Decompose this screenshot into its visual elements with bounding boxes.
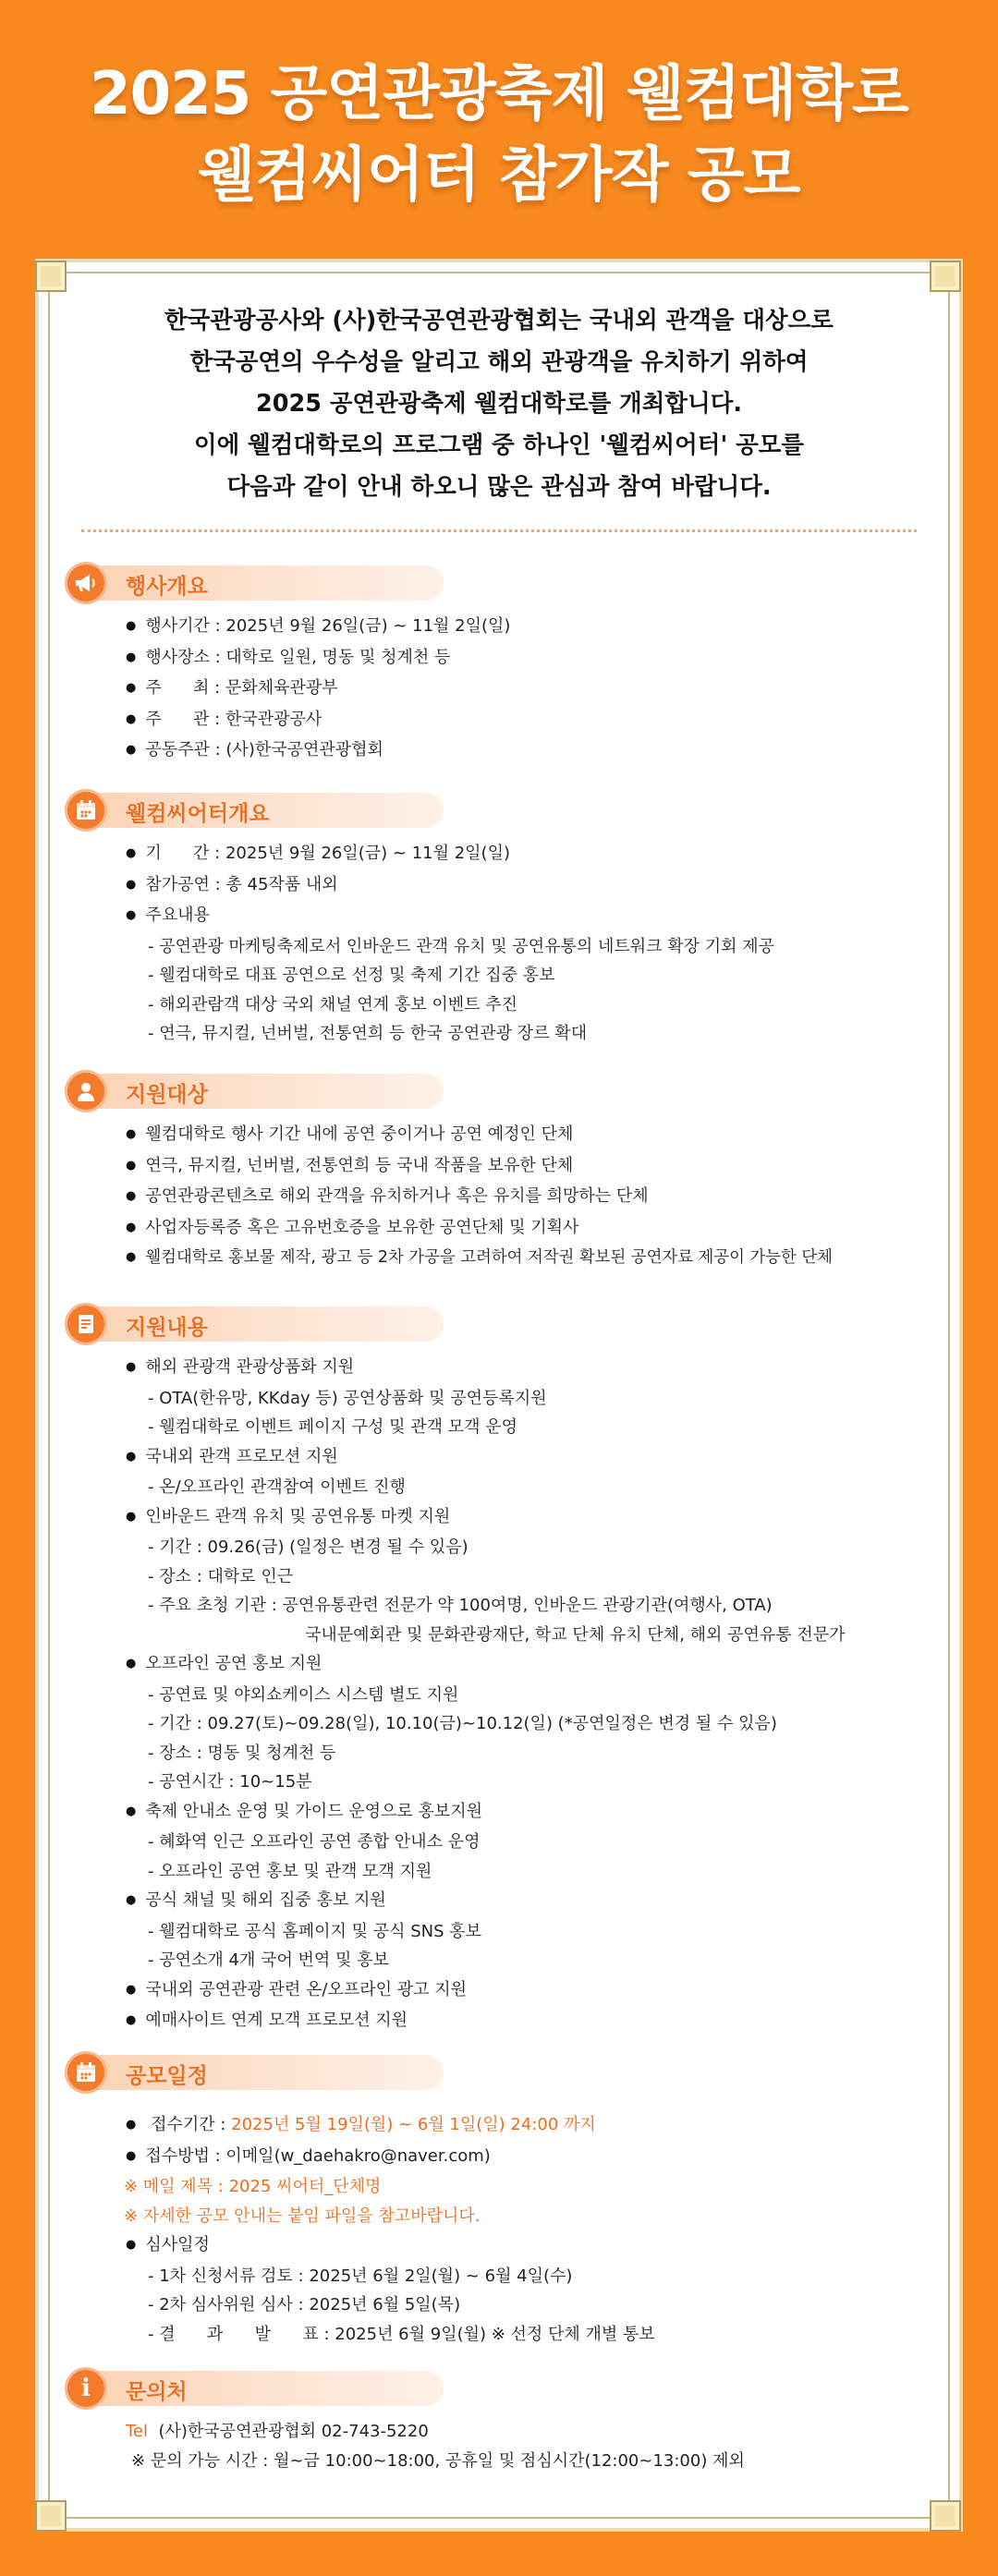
list-item: ● 국내외 공연관광 관련 온/오프라인 광고 지원 (126, 1975, 939, 2007)
support-details (126, 1353, 939, 2037)
list-item: ● 해외 관광객 관광상품화 지원 (126, 1353, 939, 1384)
list-item: ● 인바운드 관객 유치 및 공연유통 마켓 지원 (126, 1502, 939, 1534)
list-item: ● 공연관광콘텐츠로 해외 관객을 유치하거나 혹은 유치를 희망하는 단체 (126, 1182, 939, 1213)
list-item: ● 공식 채널 및 해외 집중 홍보 지원 (126, 1886, 939, 1917)
section-title: 지원대상 (126, 1083, 208, 1107)
frame-corner-ornament (930, 2500, 961, 2532)
section-header-contact (65, 2367, 444, 2408)
section-header-target (65, 1070, 444, 1111)
note-text: ※ 자세한 공모 안내는 붙임 파일을 참고바랍니다. (124, 2205, 481, 2226)
frame-corner-ornament (35, 2500, 67, 2532)
list-subitem: - 주요 초청 기관 : 공연유통관련 전문가 약 100여명, 인바운드 관광기관(여행사, OTA) (148, 1596, 773, 1615)
contact-tel: Tel (사)한국공연관광협회 02-743-5220 (126, 2422, 429, 2441)
document-icon (65, 1303, 107, 1345)
section-header-event (65, 562, 444, 602)
intro-text: 한국관광공사와 (사)한국공연관광협회는 국내외 관객을 대상으로 한국공연의 우수성을 알리고 해외 관광객을 유치하기 위하여 2025 공연관광축제 웰컴대학로를 개최합니다. 이에 웰컴대학로의 프로그램 중 하나인 '웰컴씨어터' 공모를 다음과 같이 안내 하오니 많은 관심과 참여 바랍니다. (164, 307, 834, 501)
section-header-support (65, 1303, 444, 1343)
list-subitem: - 혜화역 인근 오프라인 공연 종합 안내소 운영 (148, 1832, 481, 1852)
list-item: ● 참가공연 : 총 45작품 내외 (126, 870, 939, 902)
list-item: ● 사업자등록증 혹은 고유번호증을 보유한 공연단체 및 기획사 (126, 1213, 939, 1245)
title-line-1: 2025 공연관광축제 웰컴대학로 (90, 60, 908, 128)
list-subitem: - 결 과 발 표 : 2025년 6월 9일(월) ※ 선정 단체 개별 통보 (148, 2324, 655, 2344)
submission-period: 2025년 5월 19일(월) ~ 6월 1일(일) 24:00 까지 (231, 2115, 596, 2134)
list-subitem: - 공연소개 4개 국어 번역 및 홍보 (148, 1950, 389, 1970)
list-item: ● 공동주관 : (사)한국공연관광협회 (126, 735, 939, 767)
info-icon: i (65, 2367, 107, 2410)
list-subitem: - 오프라인 공연 홍보 및 관객 모객 지원 (148, 1861, 432, 1881)
schedule-details (126, 2110, 939, 2349)
list-subitem: - 장소 : 명동 및 청계천 등 (148, 1743, 336, 1763)
section-header-schedule (65, 2051, 444, 2092)
list-subitem: - OTA(한유망, KKday 등) 공연상품화 및 공연등록지원 (148, 1388, 547, 1408)
theater-details (126, 839, 939, 1049)
list-item: ● 기 간 : 2025년 9월 26일(금) ~ 11월 2일(일) (126, 839, 939, 870)
contact-hours: ※ 문의 가능 시간 : 월~금 10:00~18:00, 공휴일 및 점심시간(12:00~13:00) 제외 (131, 2450, 745, 2471)
list-item: ● 웰컴대학로 행사 기간 내에 공연 중이거나 공연 예정인 단체 (126, 1120, 939, 1151)
list-subitem: - 공연료 및 야외쇼케이스 시스템 별도 지원 (148, 1684, 459, 1705)
list-subitem: - 공연관광 마케팅축제로서 인바운드 관객 유치 및 공연유통의 네트워크 확장 기회 제공 (148, 936, 775, 956)
event-details (126, 612, 939, 767)
list-item: ● 접수방법 : 이메일(w_daehakro@naver.com) (126, 2142, 939, 2173)
calendar-icon (65, 2051, 107, 2094)
list-item: ● 연극, 뮤지컬, 넌버벌, 전통연희 등 국내 작품을 보유한 단체 (126, 1151, 939, 1183)
list-subitem: - 웰컴대학로 이벤트 페이지 구성 및 관객 모객 운영 (148, 1417, 518, 1437)
list-subitem: - 1차 신청서류 검토 : 2025년 6월 2일(월) ~ 6월 4일(수) (148, 2266, 573, 2286)
list-subitem: - 장소 : 대학로 인근 (148, 1566, 294, 1586)
person-icon (65, 1070, 107, 1112)
contact-details (126, 2417, 939, 2475)
list-subitem: - 웰컴대학로 공식 홈페이지 및 공식 SNS 홍보 (148, 1921, 482, 1941)
frame-corner-ornament (930, 261, 961, 292)
list-subitem: - 기간 : 09.27(토)~09.28(일), 10.10(금)~10.12(일) (*공연일정은 변경 될 수 있음) (148, 1714, 777, 1733)
section-title: 웰컴씨어터개요 (126, 802, 270, 826)
dotted-divider (81, 529, 917, 532)
megaphone-icon (65, 562, 107, 604)
calendar-icon (65, 789, 107, 832)
list-subitem: - 2차 심사위원 심사 : 2025년 6월 5일(목) (148, 2295, 461, 2315)
list-subitem: - 온/오프라인 관객참여 이벤트 진행 (148, 1477, 406, 1497)
list-subitem: - 기간 : 09.26(금) (일정은 변경 될 수 있음) (148, 1537, 469, 1557)
section-title: 공모일정 (126, 2064, 208, 2088)
note-text: ※ 메일 제목 : 2025 씨어터_단체명 (124, 2177, 382, 2196)
list-item: ● 심사일정 (126, 2230, 939, 2262)
page-title (0, 54, 998, 216)
list-item: ● 행사기간 : 2025년 9월 26일(금) ~ 11월 2일(일) (126, 612, 939, 643)
list-subitem: 국내문예회관 및 문화관광재단, 학교 단체 유치 단체, 해외 공연유통 전문가 (305, 1624, 846, 1645)
list-subitem: - 공연시간 : 10~15분 (148, 1772, 312, 1792)
section-title: 행사개요 (126, 575, 208, 599)
list-item: ● 주요내용 (126, 901, 939, 932)
section-title: 문의처 (126, 2380, 188, 2404)
target-details (126, 1120, 939, 1274)
list-item: ● 웰컴대학로 홍보물 제작, 광고 등 2차 가공을 고려하여 저작권 확보된 공연자료 제공이 가능한 단체 (126, 1244, 939, 1274)
list-item: ● 국내외 관객 프로모션 지원 (126, 1442, 939, 1474)
list-item: ● 예매사이트 연계 모객 프로모션 지원 (126, 2006, 939, 2037)
list-item: ● 행사장소 : 대학로 일원, 명동 및 청계천 등 (126, 643, 939, 674)
list-subitem: - 웰컴대학로 대표 공연으로 선정 및 축제 기간 집중 홍보 (148, 966, 555, 985)
section-header-theater (65, 789, 444, 830)
list-item: ● 축제 안내소 운영 및 가이드 운영으로 홍보지원 (126, 1797, 939, 1829)
title-line-2: 웰컴씨어터 참가작 공모 (198, 141, 800, 210)
list-item: ● 주 최 : 문화체육관광부 (126, 674, 939, 705)
list-item: ● 접수기간 : 2025년 5월 19일(월) ~ 6월 1일(일) 24:00 까지 (126, 2110, 939, 2142)
list-subitem: - 연극, 뮤지컬, 넌버벌, 전통연희 등 한국 공연관광 장르 확대 (148, 1024, 588, 1043)
section-title: 지원내용 (126, 1316, 208, 1340)
list-item: ● 주 관 : 한국관광공사 (126, 705, 939, 736)
frame-corner-ornament (35, 261, 67, 292)
list-subitem: - 해외관람객 대상 국외 채널 연계 홍보 이벤트 추진 (148, 994, 518, 1015)
list-item: ● 오프라인 공연 홍보 지원 (126, 1649, 939, 1681)
